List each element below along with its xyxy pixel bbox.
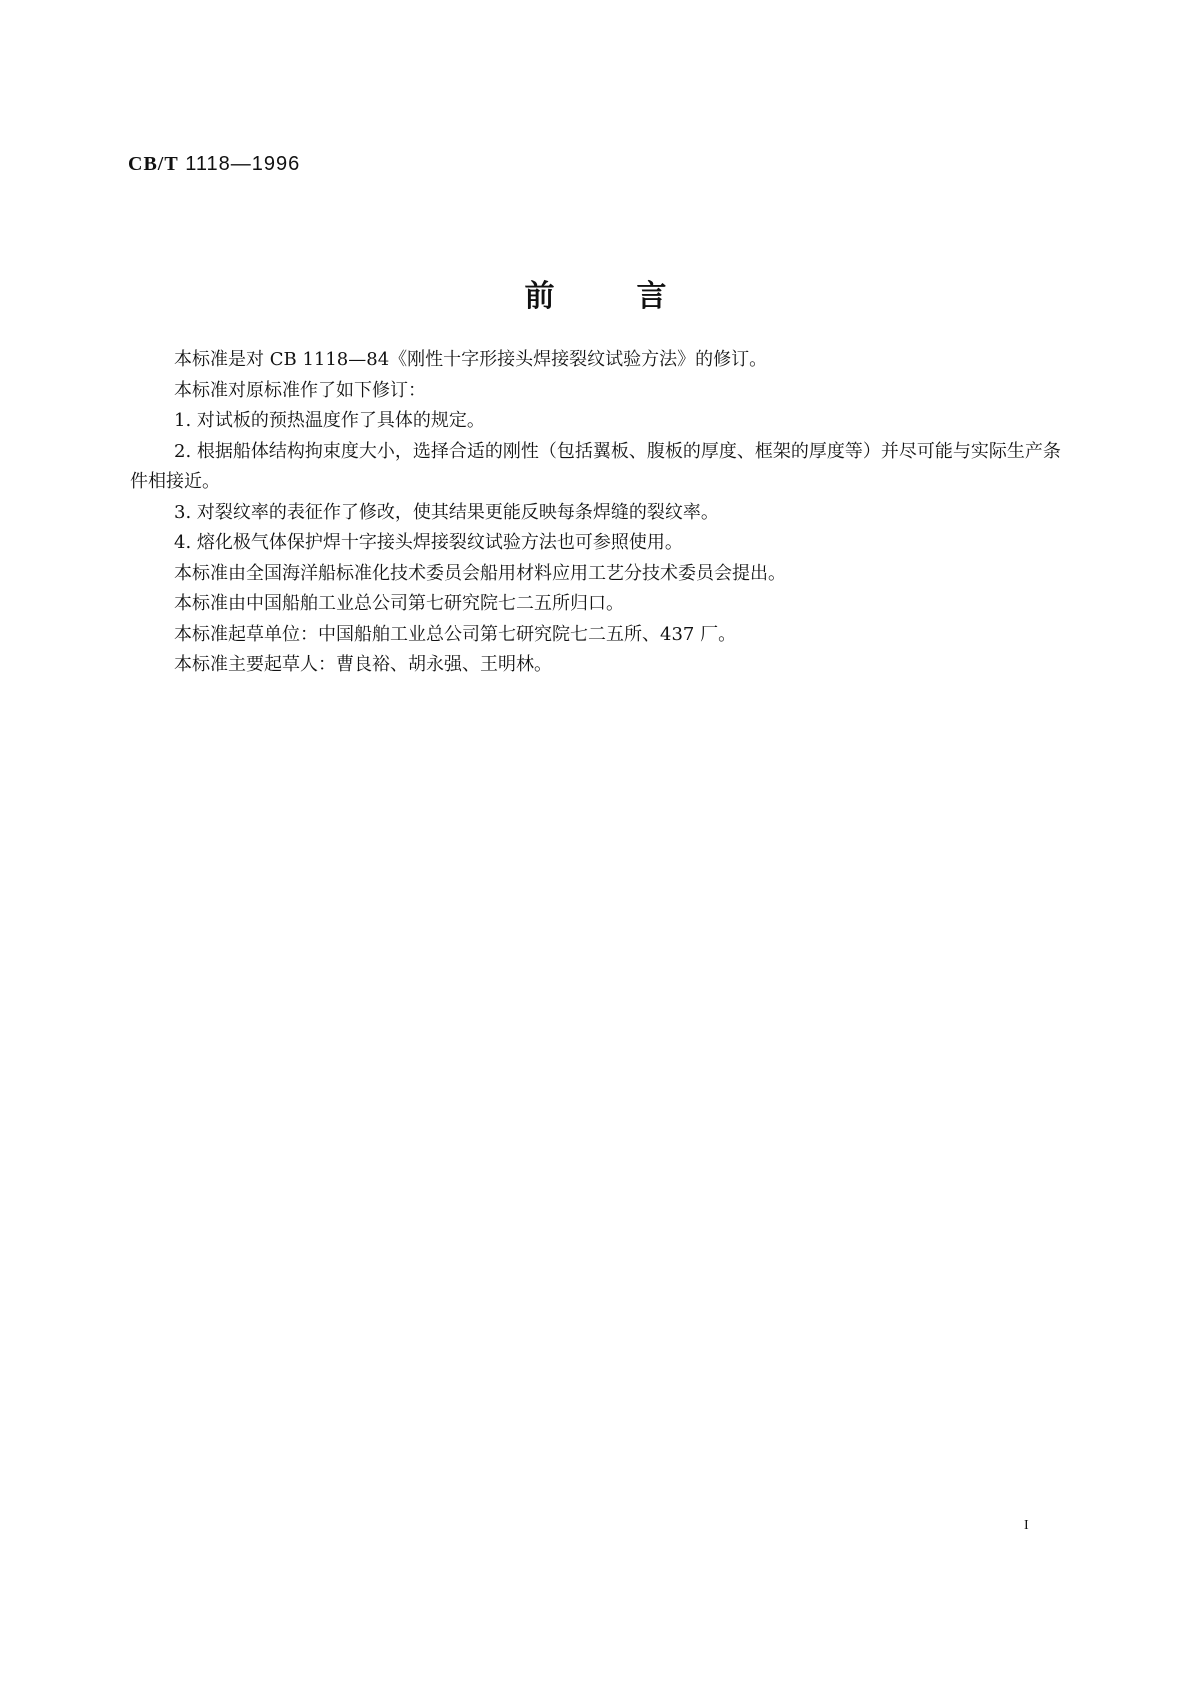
- standard-code-number: 1118—1996: [178, 153, 301, 175]
- preface-paragraph: 本标准起草单位：中国船舶工业总公司第七研究院七二五所、437 厂。: [174, 623, 737, 645]
- preface-paragraph: 本标准由全国海洋船标准化技术委员会船用材料应用工艺分技术委员会提出。: [174, 562, 786, 584]
- revision-item: 3. 对裂纹率的表征作了修改，使其结果更能反映每条焊缝的裂纹率。: [174, 501, 719, 523]
- revision-item: 1. 对试板的预热温度作了具体的规定。: [174, 410, 485, 431]
- page-number: I: [1024, 1518, 1029, 1533]
- page-title: 前言: [524, 279, 749, 314]
- preface-paragraph: 本标准主要起草人：曹良裕、胡永强、王明林。: [174, 654, 552, 675]
- revision-item: 4. 熔化极气体保护焊十字接头焊接裂纹试验方法也可参照使用。: [174, 532, 683, 553]
- standard-code-prefix: CB/T: [128, 153, 179, 175]
- preface-paragraph: 本标准对原标准作了如下修订：: [174, 379, 426, 401]
- revision-item: 2. 根据船体结构拘束度大小，选择合适的刚性（包括翼板、腹板的厚度、框架的厚度等）并尽可能与实际生产条件相接近。: [130, 440, 1061, 492]
- preface-body: [130, 345, 1070, 681]
- preface-paragraph: 本标准由中国船舶工业总公司第七研究院七二五所归口。: [174, 593, 624, 614]
- standard-code: [128, 153, 300, 176]
- preface-paragraph: 本标准是对 CB 1118—84《刚性十字形接头焊接裂纹试验方法》的修订。: [174, 349, 768, 370]
